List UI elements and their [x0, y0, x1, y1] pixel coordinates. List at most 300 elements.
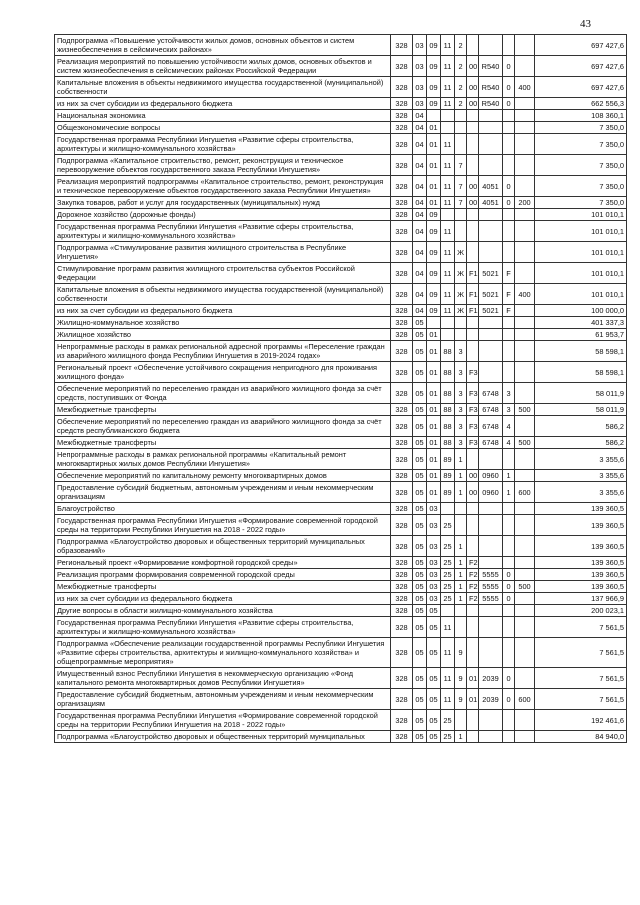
cell-p [455, 515, 467, 536]
cell-n [479, 536, 503, 557]
cell-p: 3 [455, 437, 467, 449]
cell-p [455, 221, 467, 242]
cell-st: 88 [441, 416, 455, 437]
cell-rz: 05 [413, 710, 427, 731]
cell-pr: 01 [427, 341, 441, 362]
cell-n [479, 638, 503, 668]
cell-m [467, 110, 479, 122]
cell-m [467, 710, 479, 731]
cell-v: 0 [503, 56, 515, 77]
cell-st: 11 [441, 638, 455, 668]
cell-m [467, 122, 479, 134]
cell-st: 11 [441, 305, 455, 317]
cell-sum: 7 350,0 [535, 134, 627, 155]
row-name: Стимулирование программ развития жилищного строительства субъектов Российской Федерации [55, 263, 391, 284]
cell-t [515, 329, 535, 341]
cell-st [441, 503, 455, 515]
cell-m [467, 134, 479, 155]
cell-pr: 09 [427, 221, 441, 242]
cell-sum: 101 010,1 [535, 209, 627, 221]
cell-vr: 328 [391, 221, 413, 242]
cell-m: F1 [467, 284, 479, 305]
cell-vr: 328 [391, 569, 413, 581]
cell-p: 7 [455, 176, 467, 197]
cell-sum: 139 360,5 [535, 515, 627, 536]
cell-pr: 03 [427, 593, 441, 605]
cell-sum: 586,2 [535, 437, 627, 449]
cell-p: Ж [455, 242, 467, 263]
cell-sum: 697 427,6 [535, 35, 627, 56]
cell-m [467, 221, 479, 242]
cell-rz: 05 [413, 668, 427, 689]
cell-vr: 328 [391, 155, 413, 176]
cell-rz: 05 [413, 383, 427, 404]
row-name: Общеэкономические вопросы [55, 122, 391, 134]
row-name: Государственная программа Республики Ингушетия «Развитие сферы строительства, архитектуры и жилищно-коммунального хозяйства» [55, 221, 391, 242]
cell-st: 11 [441, 689, 455, 710]
cell-t [515, 341, 535, 362]
cell-m: F3 [467, 437, 479, 449]
cell-pr: 01 [427, 329, 441, 341]
cell-pr: 05 [427, 689, 441, 710]
row-name: Капитальные вложения в объекты недвижимого имущества государственной (муниципальной) собственности [55, 77, 391, 98]
cell-v [503, 221, 515, 242]
table-row [55, 341, 627, 362]
cell-t [515, 209, 535, 221]
cell-m: 00 [467, 197, 479, 209]
table-row [55, 470, 627, 482]
cell-rz: 04 [413, 284, 427, 305]
table-row [55, 317, 627, 329]
table-row [55, 536, 627, 557]
cell-t [515, 605, 535, 617]
cell-vr: 328 [391, 77, 413, 98]
cell-st [441, 209, 455, 221]
cell-m: F2 [467, 557, 479, 569]
cell-n: 5555 [479, 569, 503, 581]
cell-vr: 328 [391, 176, 413, 197]
cell-t [515, 56, 535, 77]
cell-t [515, 362, 535, 383]
row-name: Другие вопросы в области жилищно-коммунального хозяйства [55, 605, 391, 617]
cell-v: 0 [503, 77, 515, 98]
cell-pr: 03 [427, 536, 441, 557]
cell-vr: 328 [391, 449, 413, 470]
cell-t [515, 731, 535, 743]
table-row [55, 221, 627, 242]
cell-vr: 328 [391, 416, 413, 437]
table-row [55, 122, 627, 134]
cell-sum: 192 461,6 [535, 710, 627, 731]
cell-v: 0 [503, 98, 515, 110]
cell-st [441, 110, 455, 122]
cell-p: 2 [455, 77, 467, 98]
cell-st: 11 [441, 668, 455, 689]
cell-n [479, 209, 503, 221]
cell-pr: 01 [427, 383, 441, 404]
cell-vr: 328 [391, 557, 413, 569]
cell-rz: 03 [413, 77, 427, 98]
table-row [55, 581, 627, 593]
cell-t [515, 122, 535, 134]
cell-v [503, 110, 515, 122]
cell-v: 0 [503, 593, 515, 605]
cell-p: 9 [455, 638, 467, 668]
cell-m: 00 [467, 482, 479, 503]
row-name: Обеспечение мероприятий по капитальному ремонту многоквартирных домов [55, 470, 391, 482]
cell-t [515, 569, 535, 581]
cell-pr: 09 [427, 98, 441, 110]
table-row [55, 176, 627, 197]
cell-pr: 03 [427, 503, 441, 515]
cell-vr: 328 [391, 362, 413, 383]
row-name: Жилищно-коммунальное хозяйство [55, 317, 391, 329]
cell-t: 200 [515, 197, 535, 209]
cell-m: F3 [467, 362, 479, 383]
table-row [55, 503, 627, 515]
cell-n [479, 134, 503, 155]
row-name: из них за счет субсидии из федерального бюджета [55, 593, 391, 605]
cell-st: 11 [441, 263, 455, 284]
cell-vr: 328 [391, 242, 413, 263]
cell-t [515, 110, 535, 122]
cell-sum: 3 355,6 [535, 482, 627, 503]
row-name: Подпрограмма «Благоустройство дворовых и общественных территорий муниципальных образований» [55, 536, 391, 557]
cell-t [515, 515, 535, 536]
table-row [55, 404, 627, 416]
cell-pr: 03 [427, 515, 441, 536]
cell-p: Ж [455, 305, 467, 317]
cell-pr: 03 [427, 581, 441, 593]
row-name: Жилищное хозяйство [55, 329, 391, 341]
cell-n: 0960 [479, 482, 503, 503]
cell-pr: 09 [427, 77, 441, 98]
cell-sum: 7 350,0 [535, 176, 627, 197]
cell-m [467, 515, 479, 536]
cell-sum: 139 360,5 [535, 569, 627, 581]
cell-p [455, 617, 467, 638]
cell-n: 6748 [479, 416, 503, 437]
cell-t [515, 449, 535, 470]
table-row [55, 383, 627, 404]
cell-rz: 04 [413, 197, 427, 209]
row-name: Межбюджетные трансферты [55, 437, 391, 449]
cell-v [503, 557, 515, 569]
cell-sum: 58 598,1 [535, 341, 627, 362]
cell-m: F2 [467, 569, 479, 581]
table-row [55, 710, 627, 731]
cell-t: 500 [515, 404, 535, 416]
cell-m [467, 731, 479, 743]
cell-pr: 09 [427, 56, 441, 77]
cell-pr: 05 [427, 731, 441, 743]
row-name: Непрограммные расходы в рамках региональной адресной программы «Переселение граждан из аварийного жилищного фонда Республики Ингушетия в 2019-2024 годах» [55, 341, 391, 362]
cell-sum: 101 010,1 [535, 221, 627, 242]
cell-p: 2 [455, 56, 467, 77]
cell-p [455, 503, 467, 515]
cell-sum: 3 355,6 [535, 470, 627, 482]
cell-sum: 58 011,9 [535, 404, 627, 416]
row-name: Подпрограмма «Повышение устойчивости жилых домов, основных объектов и систем жизнеобеспечения в сейсмических районах» [55, 35, 391, 56]
cell-vr: 328 [391, 536, 413, 557]
cell-st: 25 [441, 581, 455, 593]
cell-v [503, 209, 515, 221]
cell-pr: 01 [427, 449, 441, 470]
row-name: Реализация мероприятий по повышению устойчивости жилых домов, основных объектов и систем жизнеобеспечения в сейсмических районах Российской Федерации [55, 56, 391, 77]
cell-sum: 200 023,1 [535, 605, 627, 617]
cell-sum: 108 360,1 [535, 110, 627, 122]
table-row [55, 668, 627, 689]
cell-v: 0 [503, 581, 515, 593]
cell-rz: 05 [413, 362, 427, 383]
cell-v [503, 449, 515, 470]
cell-pr: 09 [427, 35, 441, 56]
table-row [55, 482, 627, 503]
row-name: Имущественный взнос Республики Ингушетия в некоммерческую организацию «Фонд капитального ремонта многоквартирных домов Республики Ингушетия» [55, 668, 391, 689]
row-name: Обеспечение мероприятий по переселению граждан из аварийного жилищного фонда за счёт средств республиканского бюджета [55, 416, 391, 437]
cell-rz: 04 [413, 263, 427, 284]
cell-vr: 328 [391, 470, 413, 482]
cell-rz: 04 [413, 305, 427, 317]
cell-n [479, 110, 503, 122]
cell-vr: 328 [391, 305, 413, 317]
cell-m [467, 536, 479, 557]
cell-rz: 05 [413, 638, 427, 668]
table-row [55, 617, 627, 638]
cell-p [455, 710, 467, 731]
cell-rz: 04 [413, 155, 427, 176]
cell-v: 1 [503, 470, 515, 482]
cell-pr: 01 [427, 134, 441, 155]
cell-sum: 7 350,0 [535, 155, 627, 176]
row-name: Государственная программа Республики Ингушетия «Развитие сферы строительства, архитектуры и жилищно-коммунального хозяйства» [55, 134, 391, 155]
cell-st [441, 122, 455, 134]
cell-p: Ж [455, 263, 467, 284]
cell-rz: 05 [413, 569, 427, 581]
cell-n: 4051 [479, 176, 503, 197]
cell-n: 2039 [479, 689, 503, 710]
cell-st: 25 [441, 731, 455, 743]
cell-m [467, 209, 479, 221]
cell-sum: 58 011,9 [535, 383, 627, 404]
cell-v: 4 [503, 437, 515, 449]
cell-m [467, 242, 479, 263]
budget-table [54, 34, 627, 743]
cell-sum: 139 360,5 [535, 557, 627, 569]
cell-pr: 01 [427, 416, 441, 437]
cell-sum: 401 337,3 [535, 317, 627, 329]
row-name: Национальная экономика [55, 110, 391, 122]
cell-p: 9 [455, 689, 467, 710]
table-row [55, 569, 627, 581]
table-row [55, 56, 627, 77]
cell-st: 88 [441, 383, 455, 404]
cell-p: 7 [455, 155, 467, 176]
cell-vr: 328 [391, 668, 413, 689]
row-name: из них за счет субсидии из федерального бюджета [55, 305, 391, 317]
cell-t [515, 710, 535, 731]
cell-rz: 05 [413, 470, 427, 482]
cell-p: 1 [455, 593, 467, 605]
cell-n [479, 710, 503, 731]
cell-t [515, 383, 535, 404]
cell-v [503, 503, 515, 515]
cell-sum: 139 360,5 [535, 503, 627, 515]
row-name: Подпрограмма «Благоустройство дворовых и общественных территорий муниципальных [55, 731, 391, 743]
cell-m: F3 [467, 404, 479, 416]
table-row [55, 515, 627, 536]
cell-st: 11 [441, 35, 455, 56]
cell-p: 1 [455, 581, 467, 593]
cell-st: 88 [441, 341, 455, 362]
cell-pr: 01 [427, 482, 441, 503]
row-name: Государственная программа Республики Ингушетия «Развитие сферы строительства, архитектуры и жилищно-коммунального хозяйства» [55, 617, 391, 638]
cell-t [515, 638, 535, 668]
cell-t [515, 536, 535, 557]
cell-t [515, 134, 535, 155]
cell-st: 89 [441, 449, 455, 470]
cell-v [503, 710, 515, 731]
cell-n [479, 242, 503, 263]
cell-rz: 05 [413, 404, 427, 416]
cell-t: 500 [515, 437, 535, 449]
row-name: Предоставление субсидий бюджетным, автономным учреждениям и иным некоммерческим организациям [55, 689, 391, 710]
cell-rz: 05 [413, 581, 427, 593]
cell-t [515, 305, 535, 317]
cell-m [467, 503, 479, 515]
cell-pr: 09 [427, 263, 441, 284]
cell-v [503, 617, 515, 638]
cell-t: 400 [515, 284, 535, 305]
cell-p: 3 [455, 404, 467, 416]
row-name: Подпрограмма «Стимулирование развития жилищного строительства в Республике Ингушетия» [55, 242, 391, 263]
cell-pr: 05 [427, 638, 441, 668]
cell-rz: 05 [413, 329, 427, 341]
cell-st: 88 [441, 362, 455, 383]
cell-v [503, 638, 515, 668]
row-name: Непрограммные расходы в рамках региональной программы «Капитальный ремонт многоквартирных жилых домов Республики Ингушетия» [55, 449, 391, 470]
cell-rz: 05 [413, 437, 427, 449]
cell-pr: 09 [427, 284, 441, 305]
cell-sum: 662 556,3 [535, 98, 627, 110]
cell-sum: 58 598,1 [535, 362, 627, 383]
cell-p [455, 317, 467, 329]
row-name: Государственная программа Республики Ингушетия «Формирование современной городской среды на территории Республики Ингушетия на 2018 - 2022 годы» [55, 710, 391, 731]
cell-p: 1 [455, 482, 467, 503]
cell-sum: 7 561,5 [535, 668, 627, 689]
cell-st [441, 317, 455, 329]
cell-m [467, 35, 479, 56]
cell-t: 600 [515, 482, 535, 503]
cell-t [515, 176, 535, 197]
row-name: Дорожное хозяйство (дорожные фонды) [55, 209, 391, 221]
cell-st: 25 [441, 569, 455, 581]
cell-rz: 04 [413, 122, 427, 134]
cell-n [479, 341, 503, 362]
cell-rz: 05 [413, 317, 427, 329]
cell-vr: 328 [391, 605, 413, 617]
row-name: Капитальные вложения в объекты недвижимого имущества государственной (муниципальной) собственности [55, 284, 391, 305]
cell-v: 3 [503, 404, 515, 416]
cell-sum: 7 350,0 [535, 197, 627, 209]
cell-st: 25 [441, 593, 455, 605]
table-row [55, 557, 627, 569]
cell-vr: 328 [391, 437, 413, 449]
table-row [55, 437, 627, 449]
cell-t [515, 557, 535, 569]
table-row [55, 605, 627, 617]
cell-rz: 05 [413, 503, 427, 515]
table-row [55, 284, 627, 305]
cell-v [503, 134, 515, 155]
cell-t [515, 503, 535, 515]
cell-rz: 05 [413, 341, 427, 362]
cell-n [479, 35, 503, 56]
cell-p: 3 [455, 383, 467, 404]
row-name: Межбюджетные трансферты [55, 581, 391, 593]
cell-pr: 05 [427, 605, 441, 617]
cell-pr: 09 [427, 209, 441, 221]
cell-vr: 328 [391, 341, 413, 362]
cell-n [479, 362, 503, 383]
table-body [55, 35, 627, 743]
cell-m [467, 329, 479, 341]
row-name: Реализация программ формирования современной городской среды [55, 569, 391, 581]
row-name: Закупка товаров, работ и услуг для государственных (муниципальных) нужд [55, 197, 391, 209]
cell-t [515, 416, 535, 437]
cell-rz: 05 [413, 536, 427, 557]
cell-t [515, 617, 535, 638]
cell-pr: 09 [427, 242, 441, 263]
cell-vr: 328 [391, 638, 413, 668]
cell-v [503, 35, 515, 56]
cell-sum: 100 000,0 [535, 305, 627, 317]
cell-rz: 05 [413, 449, 427, 470]
cell-p: 2 [455, 35, 467, 56]
cell-pr: 03 [427, 557, 441, 569]
cell-v: 0 [503, 689, 515, 710]
cell-rz: 04 [413, 176, 427, 197]
cell-st: 25 [441, 536, 455, 557]
cell-v [503, 155, 515, 176]
cell-t [515, 668, 535, 689]
cell-vr: 328 [391, 482, 413, 503]
cell-sum: 3 355,6 [535, 449, 627, 470]
cell-rz: 05 [413, 557, 427, 569]
row-name: Межбюджетные трансферты [55, 404, 391, 416]
cell-p: 3 [455, 416, 467, 437]
cell-n: R540 [479, 56, 503, 77]
table-row [55, 110, 627, 122]
cell-m: 00 [467, 77, 479, 98]
cell-t [515, 470, 535, 482]
cell-n: 5555 [479, 593, 503, 605]
table-row [55, 155, 627, 176]
table-row [55, 329, 627, 341]
cell-vr: 328 [391, 317, 413, 329]
cell-vr: 328 [391, 197, 413, 209]
cell-p: 2 [455, 98, 467, 110]
table-row [55, 689, 627, 710]
cell-m: 00 [467, 470, 479, 482]
cell-vr: 328 [391, 122, 413, 134]
cell-sum: 7 350,0 [535, 122, 627, 134]
cell-m: F3 [467, 416, 479, 437]
table-row [55, 77, 627, 98]
cell-m [467, 617, 479, 638]
cell-n: 0960 [479, 470, 503, 482]
cell-t [515, 593, 535, 605]
